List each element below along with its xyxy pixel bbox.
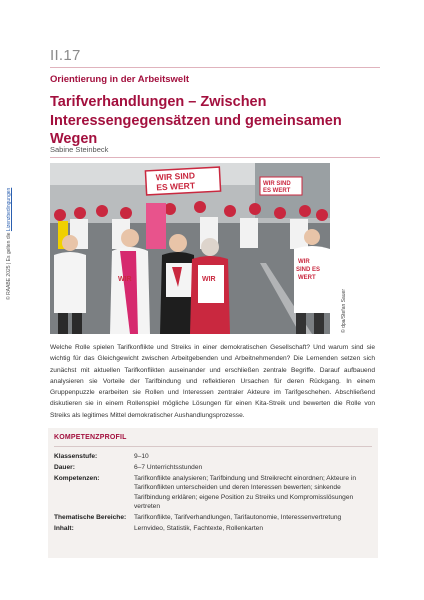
- profile-label: Klassenstufe:: [54, 453, 98, 460]
- profile-heading: KOMPETENZPROFIL: [54, 434, 372, 447]
- profile-row: [54, 513, 372, 522]
- copyright-text: © RAABE 2025 | Es gelten die: [6, 231, 12, 300]
- page-title: Tarifverhandlungen – Zwischen Interessengegensätzen und gemeinsamen Wegen: [50, 94, 342, 147]
- banner-text: WIR SIND: [155, 170, 196, 183]
- copyright-note: [6, 187, 18, 310]
- license-link[interactable]: Lizenzbedingungen: [6, 187, 12, 232]
- profile-row: [54, 524, 372, 533]
- competence-profile: [48, 428, 378, 558]
- profile-row: [54, 463, 372, 472]
- profile-value: 9–10: [134, 453, 149, 460]
- divider: [50, 157, 380, 158]
- banner-text: WIR SIND: [263, 181, 291, 187]
- vest-text: WERT: [298, 275, 316, 281]
- profile-label: Dauer:: [54, 463, 75, 471]
- intro-text: Welche Rolle spielen Tarifkonflikte und Streiks in einer demokratischen Gesellschaft? Und warum sind sie wichtig für das Gleichgewicht zwischen Arbeitgebenden und Arbeitnehmenden? Die Lernenden setzen sich zunächst mit aktuellen Tarifkonflikten auseinander und erschließen zentrale Begriffe. Darauf aufbauend analysieren sie Vorteile der Tarifbindung und reflektieren Ursachen für deren Rückgang. In einem Gruppenpuzzle erarbeiten sie Rollen und Interessen zentraler Akteure im Tarifgeschehen. Abschließend diskutieren sie in einem Rollenspiel mögliche Lösungen für einen Kita-Streik und bewerten die Rolle von Streiks als legitimes Mittel demokratischer Aushandlungsprozesse.: [50, 344, 375, 419]
- author-name: Sabine Steinbeck: [50, 145, 109, 154]
- profile-value: Lernvideo, Statistik, Fachtexte, Rollenkarten: [134, 524, 264, 532]
- profile-value: Tarifkonflikte analysieren; Tarifbindung und Streikrecht einordnen; Akteure in Tarifkonflikten unterscheiden und deren Interessen bewerten; sinkende Tarifbindung erklären; eigene Position zu Streiks und Kompromisslösungen vertreten: [134, 474, 356, 511]
- profile-value: Tarifkonflikte, Tarifverhandlungen, Tarifautonomie, Interessenvertretung: [134, 513, 342, 521]
- profile-label: Inhalt:: [54, 524, 74, 532]
- vest-text: WIR: [298, 259, 310, 265]
- banner-text: ES WERT: [263, 188, 291, 194]
- profile-row: [54, 474, 372, 512]
- section-number: II.17: [50, 47, 81, 64]
- profile-value: 6–7 Unterrichtsstunden: [134, 463, 203, 471]
- photo-credit: © dpa/Stefan Sauer: [341, 289, 347, 333]
- vest-text: WIR: [202, 276, 216, 283]
- vest-text: WIR: [118, 276, 132, 283]
- banner-text: ES WERT: [156, 180, 196, 193]
- topic-label: Orientierung in der Arbeitswelt: [50, 74, 190, 85]
- strike-photo: [50, 163, 330, 334]
- profile-row: [54, 452, 372, 461]
- vest-text: SIND ES: [296, 267, 321, 273]
- divider: [50, 67, 380, 68]
- profile-label: Kompetenzen:: [54, 474, 100, 482]
- profile-label: Thematische Bereiche:: [54, 513, 127, 521]
